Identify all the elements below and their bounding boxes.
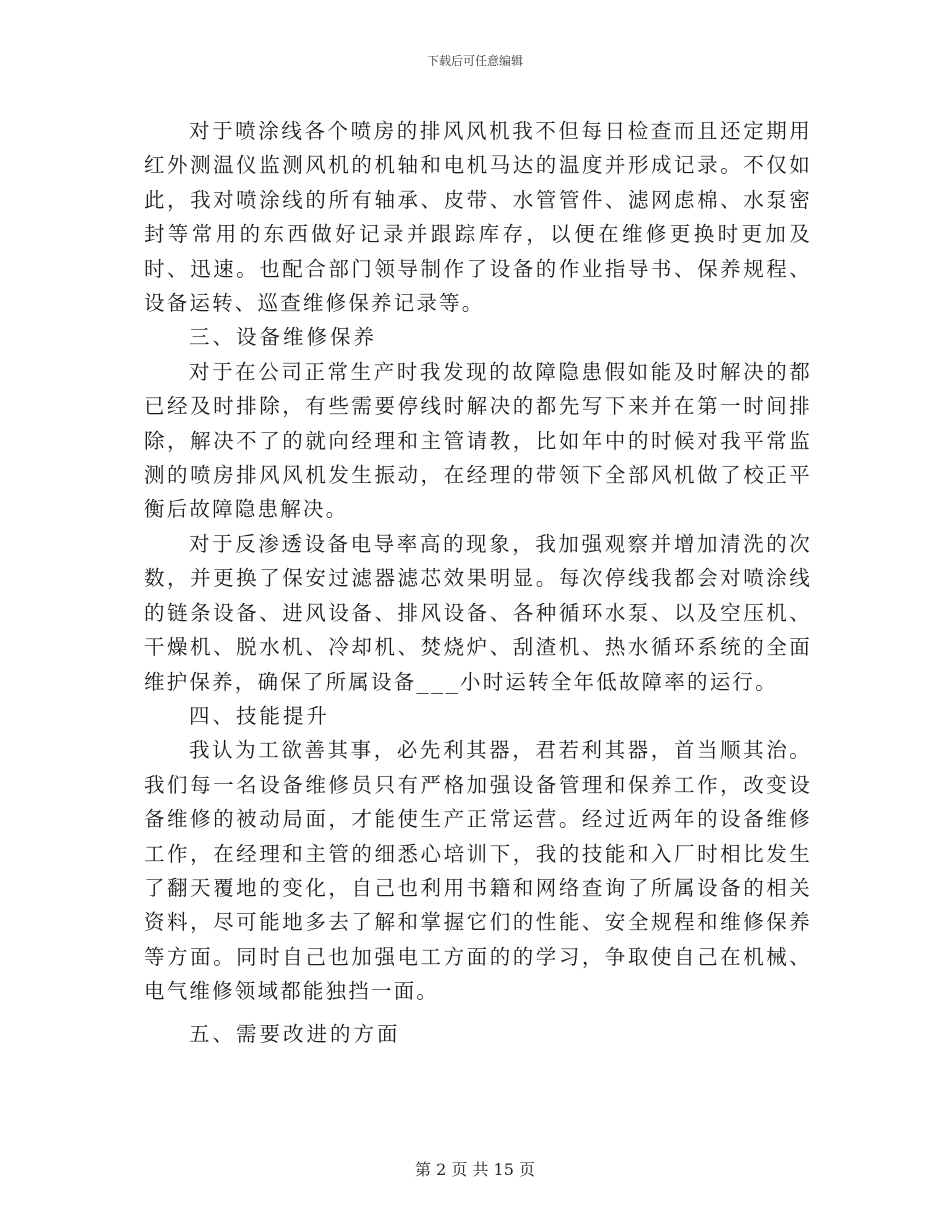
section-heading-improvements: 五、需要改进的方面 — [189, 1021, 401, 1046]
page-header-note: 下载后可任意编辑 — [426, 54, 523, 68]
paragraph-reverse-osmosis: 对于反渗透设备电导率高的现象，我加强观察并增加清洗的次数，并更换了保安过滤器滤芯效果明显。每次停线我都会对喷涂线的链条设备、进风设备、排风设备、各种循环水泵、以及空压机、干燥机、脱水机、冷却机、焚烧炉、刮渣机、热水循环系统的全面维护保养，确保了所属设备___小时运转全年低故障率的运行。 — [144, 531, 812, 694]
paragraph-skill-improvement: 我认为工欲善其事，必先利其器，君若利其器，首当顺其治。我们每一名设备维修员只有严格加强设备管理和保养工作，改变设备维修的被动局面，才能使生产正常运营。经过近两年的设备维修工作，在经理和主管的细悉心培训下，我的技能和入厂时相比发生了翻天覆地的变化，自己也利用书籍和网络查询了所属设备的相关资料，尽可能地多去了解和掌握它们的性能、安全规程和维修保养等方面。同时自己也加强电工方面的的学习，争取使自己在机械、电气维修领域都能独挡一面。 — [144, 738, 812, 1004]
paragraph-fan-inspection: 对于喷涂线各个喷房的排风风机我不但每日检查而且还定期用红外测温仪监测风机的机轴和电机马达的温度并形成记录。不仅如此，我对喷涂线的所有轴承、皮带、水管管件、滤网虑棉、水泵密封等常用的东西做好记录并跟踪库存，以便在维修更换时更加及时、迅速。也配合部门领导制作了设备的作业指导书、保养规程、设备运转、巡查维修保养记录等。 — [144, 119, 812, 316]
page-number: 第 2 页 共 15 页 — [415, 1160, 535, 1179]
document-body — [144, 114, 812, 1051]
section-heading-maintenance: 三、设备维修保养 — [189, 325, 377, 350]
paragraph-fault-elimination: 对于在公司正常生产时我发现的故障隐患假如能及时解决的都已经及时排除，有些需要停线时解决的都先写下来并在第一时间排除，解决不了的就向经理和主管请教，比如年中的时候对我平常监测的喷房排风风机发生振动，在经理的带领下全部风机做了校正平衡后故障隐患解决。 — [144, 359, 812, 522]
section-heading-skills: 四、技能提升 — [189, 703, 330, 728]
